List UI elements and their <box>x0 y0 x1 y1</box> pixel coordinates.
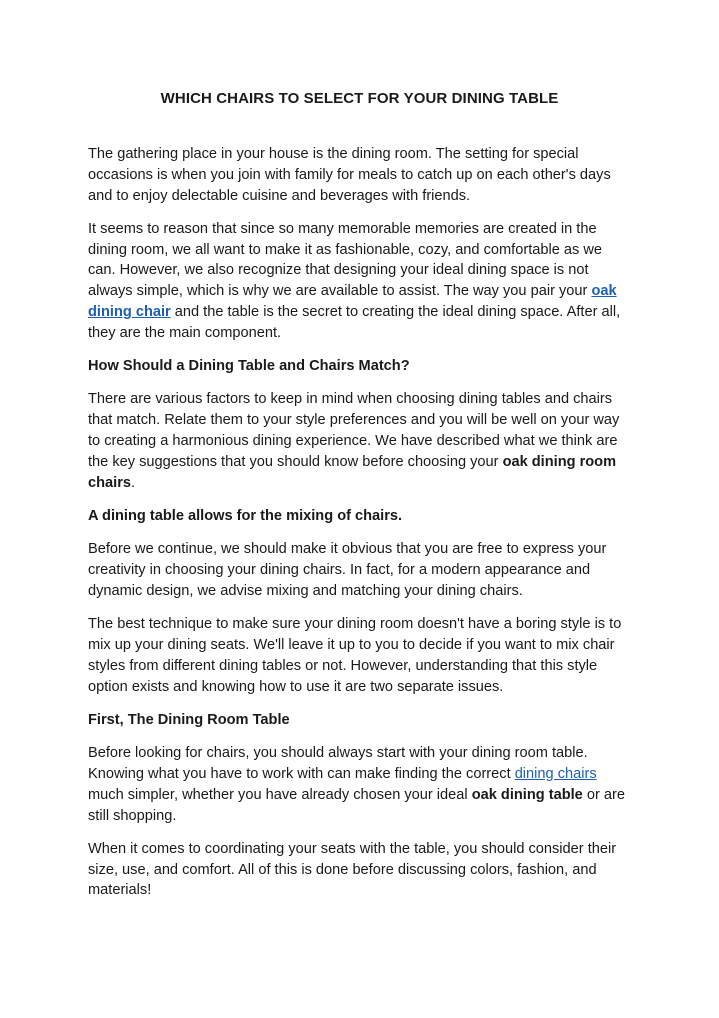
paragraph-text: and the table is the secret to creating the ideal dining space. After all, they are the main component. <box>88 304 621 341</box>
paragraph-text: It seems to reason that since so many memorable memories are created in the dining room, we all want to make it as fashionable, cozy, and comfortable as we can. However, we also recognize that designing your ideal dining space is not always simple, which is why we are available to assist. The way you pair your <box>88 220 603 300</box>
paragraph-technique: The best technique to make sure your dining room doesn't have a boring style is to mix up your dining seats. We'll leave it up to you to decide if you want to mix chair styles from different dining tables or not. However, understanding that this style option exists and knowing how to use it are two separate issues. <box>88 616 622 695</box>
paragraph-text: . <box>131 474 136 491</box>
heading-dining-room-table: First, The Dining Room Table <box>88 711 290 728</box>
article-body <box>88 144 633 914</box>
paragraph-table-first <box>88 743 633 826</box>
paragraph-text: There are various factors to keep in mind when choosing dining tables and chairs that match. Relate them to your style preferences and you will be well on your way to creating a harmonious dining experience. We have described what we think are the key suggestions that you should know before choosing your <box>88 391 620 470</box>
bold-phrase: oak dining table <box>471 786 583 803</box>
paragraph-text: or are still shopping. <box>88 786 625 824</box>
dining-chairs-link[interactable]: dining chairs <box>514 765 597 782</box>
paragraph-text: Before looking for chairs, you should always start with your dining room table. Knowing what you have to work with can make finding the correct <box>88 745 588 782</box>
paragraph-coordinating: When it comes to coordinating your seats with the table, you should consider their size, use, and comfort. All of this is done before discussing colors, fashion, and materials! <box>88 840 617 899</box>
heading-mixing-chairs: A dining table allows for the mixing of chairs. <box>88 507 403 524</box>
paragraph-text: much simpler, whether you have already chosen your ideal <box>88 786 472 803</box>
page-title: WHICH CHAIRS TO SELECT FOR YOUR DINING TABLE <box>160 90 559 107</box>
paragraph-pairing <box>88 219 633 344</box>
paragraph-factors <box>88 389 633 493</box>
heading-table-chairs-match: How Should a Dining Table and Chairs Match? <box>88 358 410 375</box>
paragraph-intro: The gathering place in your house is the dining room. The setting for special occasions is when you join with family for meals to catch up on each other's days and to enjoy delectable cuisine and beverages with friends. <box>88 146 611 204</box>
oak-dining-chair-link[interactable]: oak dining chair <box>88 283 617 321</box>
bold-phrase: oak dining room chairs <box>88 453 617 491</box>
paragraph-creativity: Before we continue, we should make it obvious that you are free to express your creativity in choosing your dining chairs. In fact, for a modern appearance and dynamic design, we advise mixing and matching your dining chairs. <box>88 541 607 599</box>
